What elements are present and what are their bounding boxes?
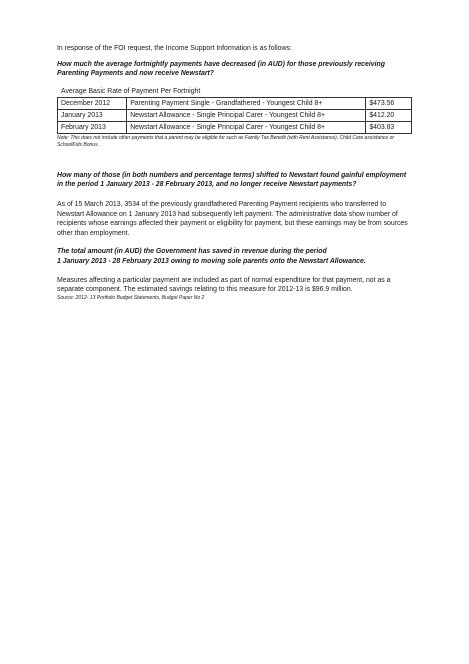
table-row	[58, 97, 412, 109]
table-row	[58, 121, 412, 133]
intro-text: In response of the FOI request, the Income Support Information is as follows:	[57, 45, 292, 52]
table-row	[58, 109, 412, 121]
table-note: Note: This does not include other payments that a parent may be eligible for such as Family Tax Benefit (with Rent Assistance), Child Care assistance or SchoolKids Bonus.	[57, 134, 395, 148]
table-cell-period: February 2013	[58, 121, 127, 133]
question-3-line-1: The total amount (in AUD) the Government has saved in revenue during the period	[57, 248, 327, 256]
question-1: How much the average fortnightly payments have decreased (in AUD) for those previously receiving Parenting Payments and now receive Newstart?	[57, 60, 385, 78]
table-cell-amount: $412.20	[366, 109, 412, 121]
source-citation: Source: 2012- 13 Portfolio Budget Statements, Budget Paper No 2	[57, 294, 205, 301]
table-cell-period: December 2012	[58, 97, 127, 109]
answer-3: Measures affecting a particular payment are included as part of normal expenditure for that payment, not as a separate component. The estimated savings relating to this measure for 2012-13 is $96.9 million.	[57, 276, 391, 294]
payment-rate-table	[57, 97, 412, 134]
question-2: How many of those (in both numbers and percentage terms) shifted to Newstart found gainful employment in the period 1 January 2013 - 28 February 2013, and no longer receive Newstart payments?	[57, 171, 407, 189]
document-body	[57, 44, 412, 302]
table-cell-amount: $473.56	[366, 97, 412, 109]
table-cell-payment: Newstart Allowance - Single Principal Carer - Youngest Child 8+	[127, 121, 366, 133]
table-cell-payment: Newstart Allowance - Single Principal Carer - Youngest Child 8+	[127, 109, 366, 121]
answer-2: As of 15 March 2013, 3534 of the previously grandfathered Parenting Payment recipients who transferred to Newstart Allowance on 1 January 2013 had subsequently left payment. The administrative data show number of recipients whose earnings affected their payment or eligibility for payment, but these earnings may be from sources other than employment.	[57, 200, 408, 237]
table-title: Average Basic Rate of Payment Per Fortnight	[61, 87, 201, 95]
table-cell-payment: Parenting Payment Single - Grandfathered - Youngest Child 8+	[127, 97, 366, 109]
table-cell-period: January 2013	[58, 109, 127, 121]
table-cell-amount: $403.83	[366, 121, 412, 133]
question-3-line-2: 1 January 2013 - 28 February 2013 owing to moving sole parents onto the Newstart Allowance.	[57, 257, 366, 265]
